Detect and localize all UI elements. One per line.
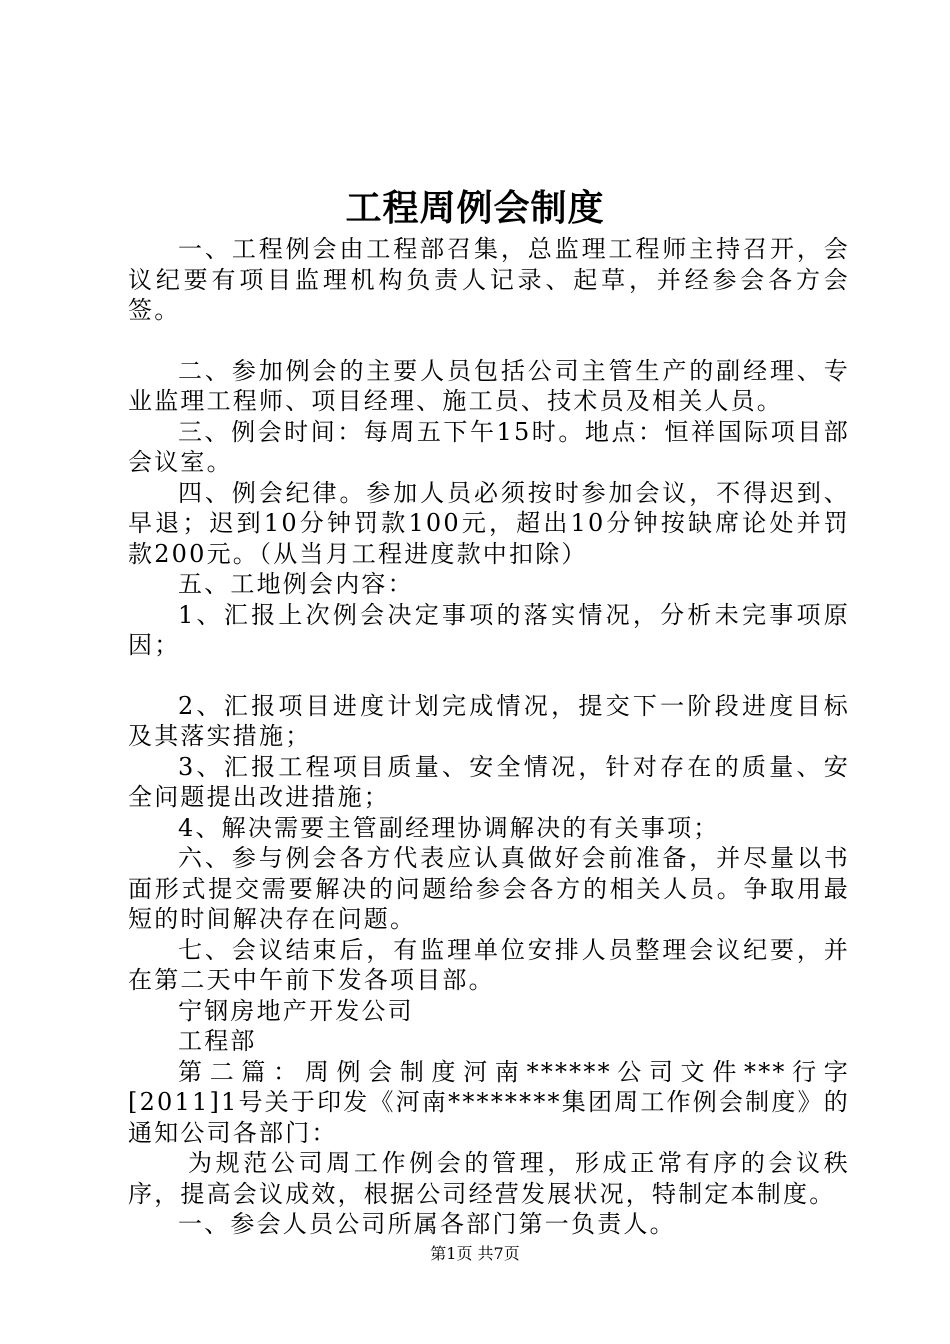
paragraph-6: 1、汇报上次例会决定事项的落实情况，分析未完事项原因； xyxy=(128,600,850,659)
paragraph-11: 七、会议结束后，有监理单位安排人员整理会议纪要，并在第二天中午前下发各项目部。 xyxy=(128,935,850,994)
paragraph-10: 六、参与例会各方代表应认真做好会前准备，并尽量以书面形式提交需要解决的问题给参会各方的相关人员。争取用最短的时间解决存在问题。 xyxy=(128,844,850,933)
paragraph-1: 一、工程例会由工程部召集，总监理工程师主持召开，会议纪要有项目监理机构负责人记录、起草，并经参会各方会签。 xyxy=(128,235,850,324)
page-footer: 第1页 共7页 xyxy=(430,1244,520,1263)
paragraph-5: 五、工地例会内容： xyxy=(178,570,414,598)
paragraph-second-part-heading: 第二篇：周例会制度河南******公司文件***行字[2011]1号关于印发《河南********集团周工作例会制度》的通知公司各部门： xyxy=(128,1057,850,1147)
paragraph-7: 2、汇报项目进度计划完成情况，提交下一阶段进度目标及其落实措施； xyxy=(128,691,850,750)
signature-company: 宁钢房地产开发公司 xyxy=(178,996,414,1025)
paragraph-second-part-intro: 为规范公司周工作例会的管理，形成正常有序的会议秩序，提高会议成效，根据公司经营发展状况，特制定本制度。 xyxy=(128,1149,850,1208)
paragraph-second-part-item-1: 一、参会人员公司所属各部门第一负责人。 xyxy=(178,1210,676,1238)
document-title: 工程周例会制度 xyxy=(345,187,605,229)
paragraph-3: 三、例会时间：每周五下午15时。地点：恒祥国际项目部会议室。 xyxy=(128,417,850,476)
signature-department: 工程部 xyxy=(178,1027,257,1055)
paragraph-9: 4、解决需要主管副经理协调解决的有关事项； xyxy=(178,813,720,842)
paragraph-8: 3、汇报工程项目质量、安全情况，针对存在的质量、安全问题提出改进措施； xyxy=(128,752,850,811)
document-body xyxy=(128,234,850,1240)
paragraph-4: 四、例会纪律。参加人员必须按时参加会议，不得迟到、早退；迟到10分钟罚款100元，超出10分钟按缺席论处并罚款200元。（从当月工程进度款中扣除） xyxy=(128,478,850,568)
paragraph-2: 二、参加例会的主要人员包括公司主管生产的副经理、专业监理工程师、项目经理、施工员、技术员及相关人员。 xyxy=(128,356,850,415)
